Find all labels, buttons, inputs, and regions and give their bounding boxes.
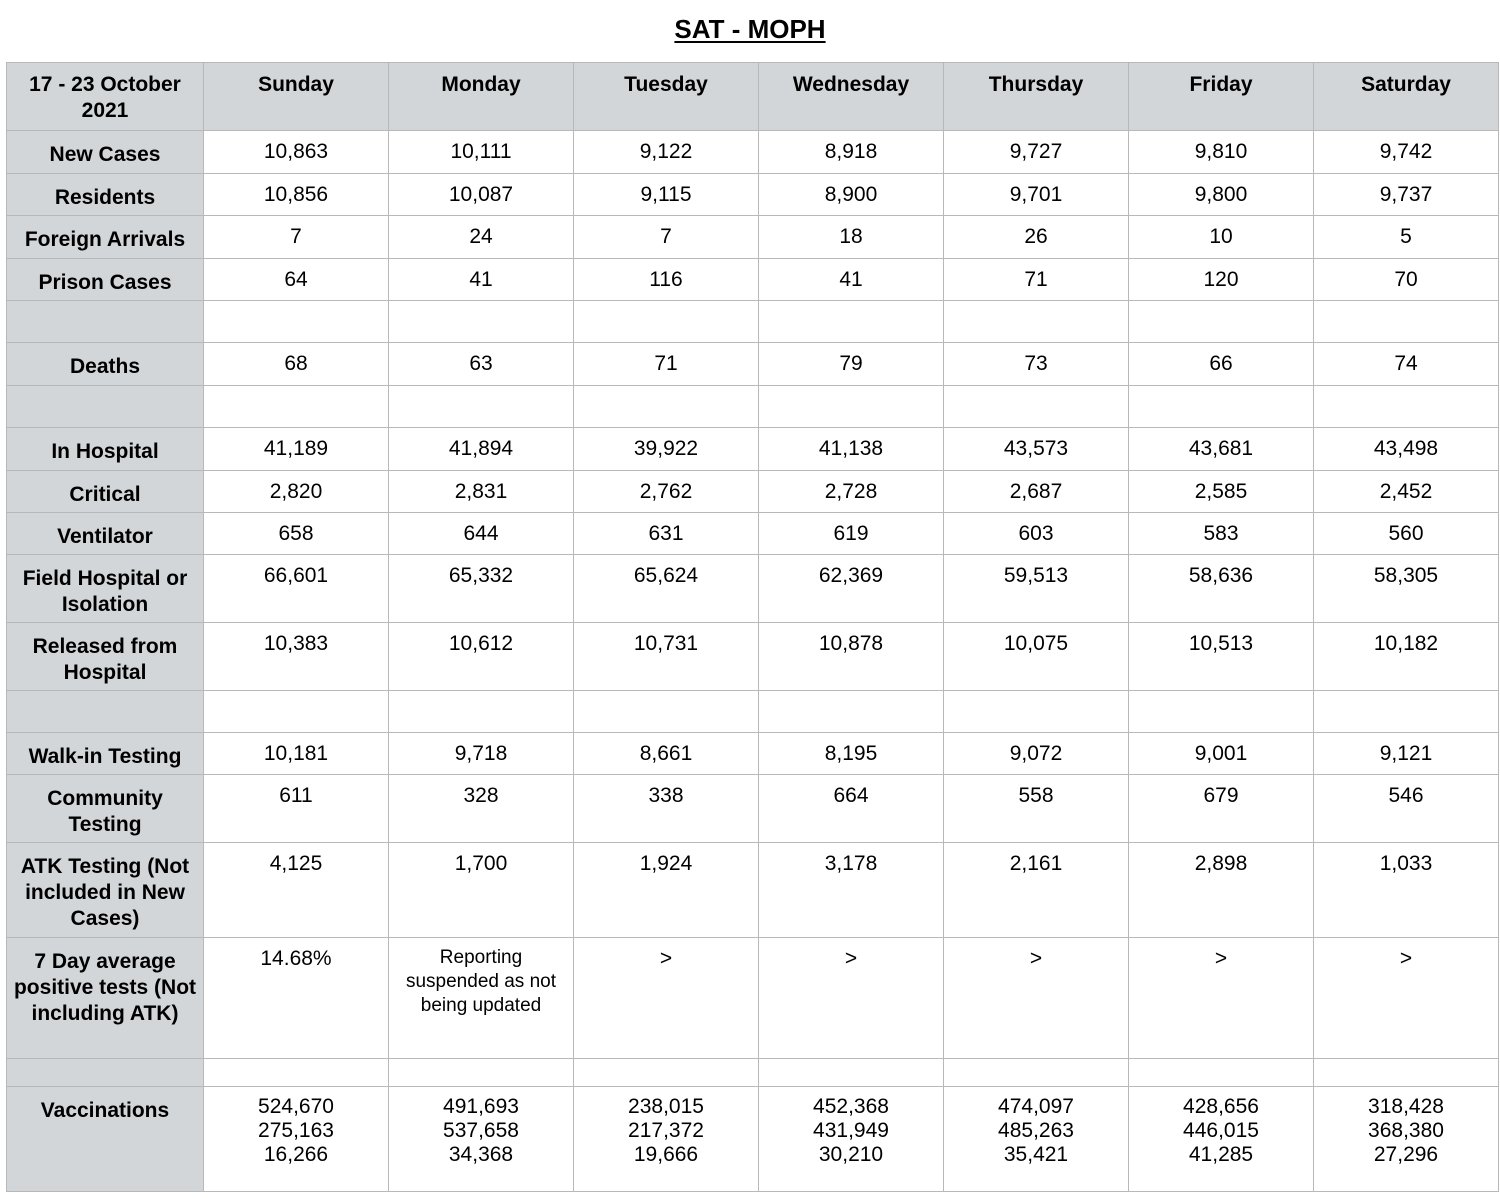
table-cell: 8,661	[574, 733, 759, 775]
row-label: ATK Testing (Not included in New Cases)	[7, 843, 204, 938]
vaccination-value: 485,263	[998, 1119, 1074, 1142]
row-label: New Cases	[7, 131, 204, 174]
row-label: Community Testing	[7, 775, 204, 843]
day-header-wednesday: Wednesday	[759, 63, 944, 131]
vaccination-value: 41,285	[1188, 1143, 1254, 1166]
table-cell: 10,612	[389, 623, 574, 691]
row-label: Foreign Arrivals	[7, 216, 204, 259]
table-cell: 7	[204, 216, 389, 259]
table-cell: 14.68%	[204, 938, 389, 1059]
spacer-cell	[574, 691, 759, 733]
header-row	[7, 63, 1499, 131]
table-cell: 583	[1129, 513, 1314, 555]
table-cell: 10,878	[759, 623, 944, 691]
table-cell: 58,305	[1314, 555, 1499, 623]
spacer-cell	[759, 301, 944, 343]
vaccination-value: 27,296	[1373, 1143, 1439, 1166]
table-cell: 26	[944, 216, 1129, 259]
row-label: Critical	[7, 471, 204, 513]
table-cell: >	[1129, 938, 1314, 1059]
table-cell: 2,762	[574, 471, 759, 513]
table-cell: 43,573	[944, 428, 1129, 471]
spacer-cell	[1314, 1059, 1499, 1087]
table-cell	[944, 1087, 1129, 1192]
table-cell: 74	[1314, 343, 1499, 386]
spacer-cell	[204, 691, 389, 733]
table-cell: >	[1314, 938, 1499, 1059]
day-header-friday: Friday	[1129, 63, 1314, 131]
table-cell: 631	[574, 513, 759, 555]
table-cell: 8,918	[759, 131, 944, 174]
spacer-cell	[944, 386, 1129, 428]
table-cell: 2,831	[389, 471, 574, 513]
spacer-cell	[7, 386, 204, 428]
day-header-sunday: Sunday	[204, 63, 389, 131]
table-cell: 644	[389, 513, 574, 555]
table-cell: 70	[1314, 259, 1499, 301]
table-cell: 1,700	[389, 843, 574, 938]
table-cell: 9,001	[1129, 733, 1314, 775]
table-cell: 9,800	[1129, 174, 1314, 216]
table-cell: 62,369	[759, 555, 944, 623]
vaccination-value: 368,380	[1368, 1119, 1444, 1142]
table-cell: 2,898	[1129, 843, 1314, 938]
spacer-cell	[1129, 386, 1314, 428]
table-row	[7, 131, 1499, 174]
table-cell: 619	[759, 513, 944, 555]
table-cell: 65,332	[389, 555, 574, 623]
table-cell	[574, 1087, 759, 1192]
table-row	[7, 471, 1499, 513]
table-cell: 41,894	[389, 428, 574, 471]
vaccination-value: 452,368	[813, 1095, 889, 1118]
spacer-cell	[204, 386, 389, 428]
vaccination-value: 524,670	[258, 1095, 334, 1118]
row-label: Vaccinations	[7, 1087, 204, 1192]
table-cell: 64	[204, 259, 389, 301]
table-row	[7, 623, 1499, 691]
row-label: Walk-in Testing	[7, 733, 204, 775]
vaccination-value: 19,666	[633, 1143, 699, 1166]
table-cell: 10,863	[204, 131, 389, 174]
table-cell: 116	[574, 259, 759, 301]
table-cell: 41	[389, 259, 574, 301]
day-header-thursday: Thursday	[944, 63, 1129, 131]
table-row	[7, 259, 1499, 301]
table-cell: 546	[1314, 775, 1499, 843]
spacer-cell	[944, 691, 1129, 733]
table-cell: 41	[759, 259, 944, 301]
table-cell: 679	[1129, 775, 1314, 843]
table-cell: 9,742	[1314, 131, 1499, 174]
day-header-monday: Monday	[389, 63, 574, 131]
spacer-cell	[1314, 301, 1499, 343]
vaccination-value: 30,210	[818, 1143, 884, 1166]
table-cell: 41,138	[759, 428, 944, 471]
table-cell: 1,924	[574, 843, 759, 938]
day-header-saturday: Saturday	[1314, 63, 1499, 131]
table-cell: 9,810	[1129, 131, 1314, 174]
table-cell: 8,195	[759, 733, 944, 775]
table-cell: 9,718	[389, 733, 574, 775]
vaccination-value: 474,097	[998, 1095, 1074, 1118]
row-label: 7 Day average positive tests (Not including ATK)	[7, 938, 204, 1059]
spacer-cell	[1129, 301, 1314, 343]
table-cell: 9,072	[944, 733, 1129, 775]
table-cell: 3,178	[759, 843, 944, 938]
table-row	[7, 216, 1499, 259]
table-cell: 9,701	[944, 174, 1129, 216]
spacer-cell	[759, 386, 944, 428]
covid-stats-table	[6, 62, 1499, 1192]
row-label: Ventilator	[7, 513, 204, 555]
spacer-cell	[574, 1059, 759, 1087]
table-cell: 63	[389, 343, 574, 386]
table-cell: 611	[204, 775, 389, 843]
table-cell	[1314, 1087, 1499, 1192]
table-cell: >	[574, 938, 759, 1059]
vaccination-value: 34,368	[448, 1143, 514, 1166]
table-cell: 10,513	[1129, 623, 1314, 691]
table-cell: 9,727	[944, 131, 1129, 174]
table-cell: 560	[1314, 513, 1499, 555]
spacer-cell	[759, 1059, 944, 1087]
table-row	[7, 775, 1499, 843]
table-cell: 9,737	[1314, 174, 1499, 216]
table-cell: 24	[389, 216, 574, 259]
table-cell: 2,585	[1129, 471, 1314, 513]
vaccination-value: 491,693	[443, 1095, 519, 1118]
period-header: 17 - 23 October 2021	[7, 63, 204, 131]
vaccination-value: 537,658	[443, 1119, 519, 1142]
spacer-cell	[1129, 1059, 1314, 1087]
table-cell: 9,122	[574, 131, 759, 174]
table-cell: 66,601	[204, 555, 389, 623]
vaccination-value: 35,421	[1003, 1143, 1069, 1166]
spacer-cell	[944, 301, 1129, 343]
row-label: Deaths	[7, 343, 204, 386]
table-cell: 10,731	[574, 623, 759, 691]
table-cell: 1,033	[1314, 843, 1499, 938]
table-cell	[759, 1087, 944, 1192]
table-cell: 658	[204, 513, 389, 555]
table-cell: 2,820	[204, 471, 389, 513]
table-cell: 7	[574, 216, 759, 259]
table-cell: 2,452	[1314, 471, 1499, 513]
table-cell	[204, 1087, 389, 1192]
table-cell: 18	[759, 216, 944, 259]
table-cell: 2,728	[759, 471, 944, 513]
page-title: SAT - MOPH	[674, 14, 826, 44]
table-cell	[1129, 1087, 1314, 1192]
spacer-cell	[1314, 386, 1499, 428]
vaccination-value: 446,015	[1183, 1119, 1259, 1142]
table-cell: 59,513	[944, 555, 1129, 623]
vaccination-value: 16,266	[263, 1143, 329, 1166]
table-cell: 10,075	[944, 623, 1129, 691]
spacer-cell	[204, 301, 389, 343]
table-cell: 43,681	[1129, 428, 1314, 471]
table-cell: 9,121	[1314, 733, 1499, 775]
table-cell: >	[759, 938, 944, 1059]
vaccination-value: 318,428	[1368, 1095, 1444, 1118]
table-cell: 43,498	[1314, 428, 1499, 471]
table-cell: 10,383	[204, 623, 389, 691]
table-cell	[389, 1087, 574, 1192]
table-cell: 4,125	[204, 843, 389, 938]
vaccination-value: 428,656	[1183, 1095, 1259, 1118]
table-cell: 2,161	[944, 843, 1129, 938]
row-label: Prison Cases	[7, 259, 204, 301]
spacer-cell	[944, 1059, 1129, 1087]
spacer-cell	[389, 301, 574, 343]
table-cell: 10,856	[204, 174, 389, 216]
table-cell: 10,111	[389, 131, 574, 174]
table-row	[7, 555, 1499, 623]
table-cell: 39,922	[574, 428, 759, 471]
spacer-row	[7, 1059, 1499, 1087]
spacer-cell	[389, 386, 574, 428]
table-row	[7, 733, 1499, 775]
table-cell: 328	[389, 775, 574, 843]
spacer-row	[7, 301, 1499, 343]
row-label: Released from Hospital	[7, 623, 204, 691]
table-cell: 65,624	[574, 555, 759, 623]
table-cell: 9,115	[574, 174, 759, 216]
spacer-cell	[7, 691, 204, 733]
table-cell: Reporting suspended as not being updated	[389, 938, 574, 1059]
vaccination-value: 431,949	[813, 1119, 889, 1142]
spacer-cell	[7, 301, 204, 343]
table-row	[7, 174, 1499, 216]
table-cell: 5	[1314, 216, 1499, 259]
table-cell: 71	[574, 343, 759, 386]
table-cell: 71	[944, 259, 1129, 301]
row-label: In Hospital	[7, 428, 204, 471]
spacer-cell	[204, 1059, 389, 1087]
table-cell: 68	[204, 343, 389, 386]
table-cell: 73	[944, 343, 1129, 386]
table-cell: 2,687	[944, 471, 1129, 513]
table-cell: 338	[574, 775, 759, 843]
table-cell: 10	[1129, 216, 1314, 259]
table-cell: 10,182	[1314, 623, 1499, 691]
spacer-row	[7, 691, 1499, 733]
table-row	[7, 428, 1499, 471]
table-cell: 58,636	[1129, 555, 1314, 623]
row-label: Field Hospital or Isolation	[7, 555, 204, 623]
table-cell: 603	[944, 513, 1129, 555]
spacer-cell	[1129, 691, 1314, 733]
table-cell: 664	[759, 775, 944, 843]
table-cell: 10,181	[204, 733, 389, 775]
table-row	[7, 938, 1499, 1059]
spacer-cell	[574, 386, 759, 428]
table-cell: 41,189	[204, 428, 389, 471]
spacer-cell	[574, 301, 759, 343]
table-cell: 120	[1129, 259, 1314, 301]
spacer-cell	[389, 1059, 574, 1087]
vaccination-value: 217,372	[628, 1119, 704, 1142]
table-cell: 10,087	[389, 174, 574, 216]
table-row	[7, 343, 1499, 386]
table-cell: 66	[1129, 343, 1314, 386]
spacer-cell	[1314, 691, 1499, 733]
table-cell: 558	[944, 775, 1129, 843]
spacer-row	[7, 386, 1499, 428]
vaccination-value: 275,163	[258, 1119, 334, 1142]
table-cell: 8,900	[759, 174, 944, 216]
vaccination-value: 238,015	[628, 1095, 704, 1118]
table-row	[7, 1087, 1499, 1192]
spacer-cell	[389, 691, 574, 733]
table-cell: 79	[759, 343, 944, 386]
table-cell: >	[944, 938, 1129, 1059]
spacer-cell	[759, 691, 944, 733]
spacer-cell	[7, 1059, 204, 1087]
day-header-tuesday: Tuesday	[574, 63, 759, 131]
table-row	[7, 843, 1499, 938]
row-label: Residents	[7, 174, 204, 216]
table-row	[7, 513, 1499, 555]
